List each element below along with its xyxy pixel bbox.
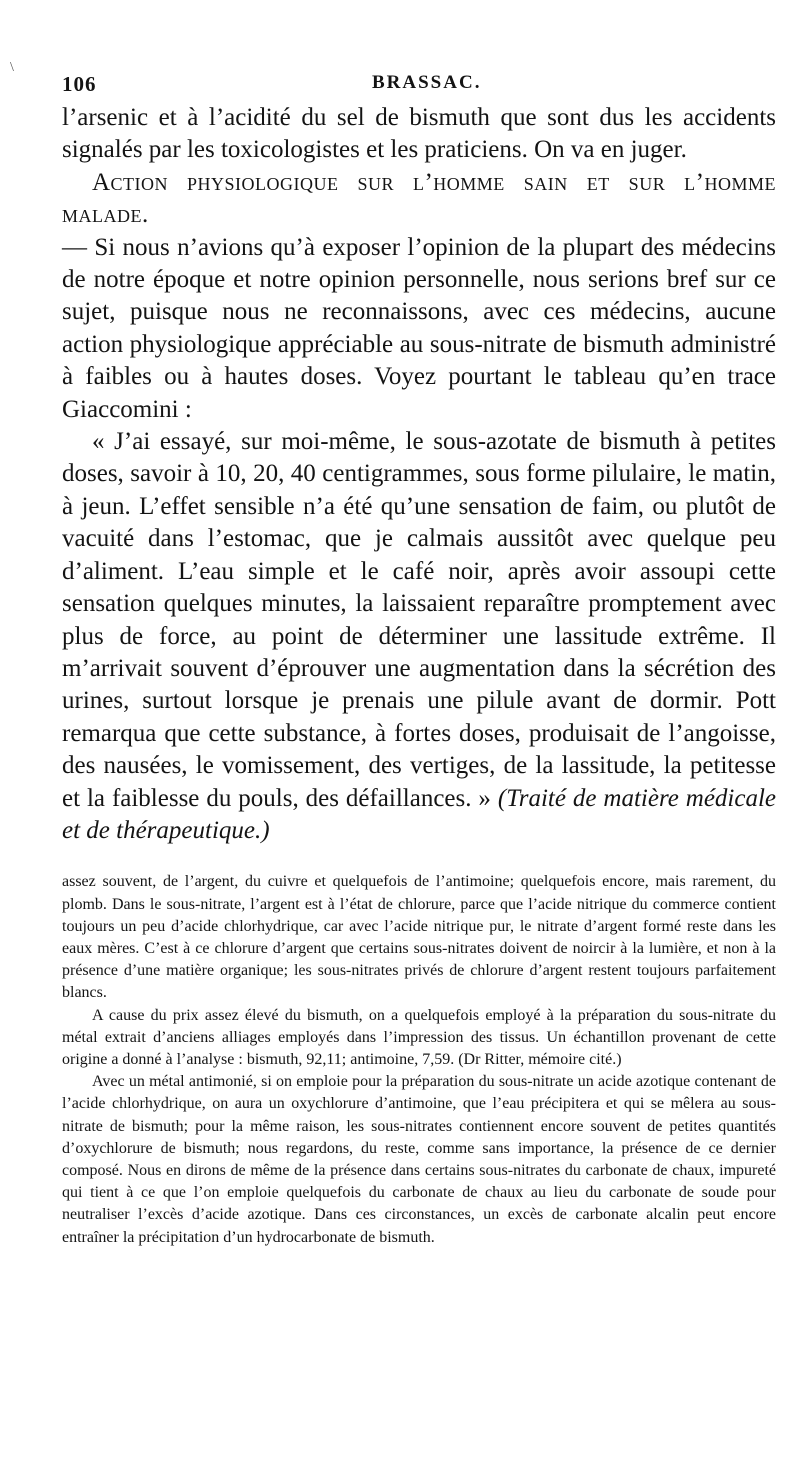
opening-paragraph: l’arsenic et à l’acidité du sel de bismuth que sont dus les accidents signalés par les toxicologistes et les praticiens. On va en juger. [62,104,776,164]
footnote-paragraph: assez souvent, de l’argent, du cuivre et quelquefois de l’antimoine; quelquefois encore, mais rarement, du plomb. Dans le sous-nitrate, l’argent est à l’état de chlorure, parce que l’acide nitrique du commerce contient toujours un peu d’acide chlorhydrique, car avec l’acide nitrique pur, le nitrate d’argent formé reste dans les eaux mères. C’est à ce chlorure d’argent que certains sous-nitrates doivent de noircir à la lumière, et non à la présence d’une matière organique; les sous-nitrates privés de chlorure d’argent restent toujours parfaitement blancs. [62,873,776,1002]
main-text [62,102,776,847]
footnotes [62,871,776,1248]
book-page [62,72,776,1249]
citation: (Traité de matière médicale et de thérapeutique.) [62,784,777,844]
margin-mark: \ [10,60,14,75]
page-header [62,72,776,102]
footnote-paragraph: Avec un métal antimonié, si on emploie pour la préparation du sous-nitrate un acide azotique contenant de l’acide chlorhydrique, on aura un oxychlorure d’antimoine, que l’eau précipitera et qui se mêlera au sous-nitrate de bismuth; pour la même raison, les sous-nitrates contiennent encore souvent de petites quantités d’oxychlorure de bismuth; nous regardons, du reste, comme sans importance, la présence de ce dernier composé. Nous en dirons de même de la présence dans certains sous-nitrates du carbonate de chaux, impureté qui tient à ce que l’on emploie quelquefois du carbonate de chaux au lieu du carbonate de soude pour neutraliser l’excès d’acide azotique. Dans ces circonstances, un excès de carbonate alcalin peut encore entraîner la précipitation d’un hydrocarbonate de bismuth. [62,1073,776,1246]
section-heading: Action physiologique sur l’homme sain et sur l’homme malade. [62,168,776,229]
quotation-paragraph [62,426,776,847]
running-title: BRASSAC. [372,72,482,93]
quotation: « J’ai essayé, sur moi-même, le sous-azotate de bismuth à petites doses, savoir à 10, 20, 40 centigrammes, sous forme pilulaire, le matin, à jeun. L’effet sensible n’a été qu’une sensation de faim, ou plutôt de vacuité dans l’estomac, que je calmais aussitôt avec quelque peu d’aliment. L’eau simple et le café noir, après avoir assoupi cette sensation quelques minutes, la laissaient reparaître promptement avec plus de force, au point de déterminer une lassitude extrême. Il m’arrivait souvent d’éprouver une augmentation dans la sécrétion des urines, surtout lorsque je prenais une pilule avant de dormir. Pott remarqua que cette substance, à fortes doses, produisait de l’angoisse, des nausées, le vomissement, des vertiges, de la lassitude, la petitesse et la faiblesse du pouls, des défaillances. » [62,428,776,812]
page-number: 106 [62,72,97,96]
footnote-paragraph: A cause du prix assez élevé du bismuth, on a quelquefois employé à la préparation du sous-nitrate du métal extrait d’anciens alliages employés dans l’impression des tissus. Un échantillon provenant de cette origine a donné à l’analyse : bismuth, 92,11; antimoine, 7,59. (Dr Ritter, mémoire cité.) [62,1006,776,1068]
section-body: — Si nous n’avions qu’à exposer l’opinion de la plupart des médecins de notre époque et notre opinion personnelle, nous serions bref sur ce sujet, puisque nous ne reconnaissons, avec ces médecins, aucune action physiologique appréciable au sous-nitrate de bismuth administré à faibles ou à hautes doses. Voyez pourtant le tableau qu’en trace Giaccomini : [62,233,776,423]
section-paragraph [62,167,776,426]
